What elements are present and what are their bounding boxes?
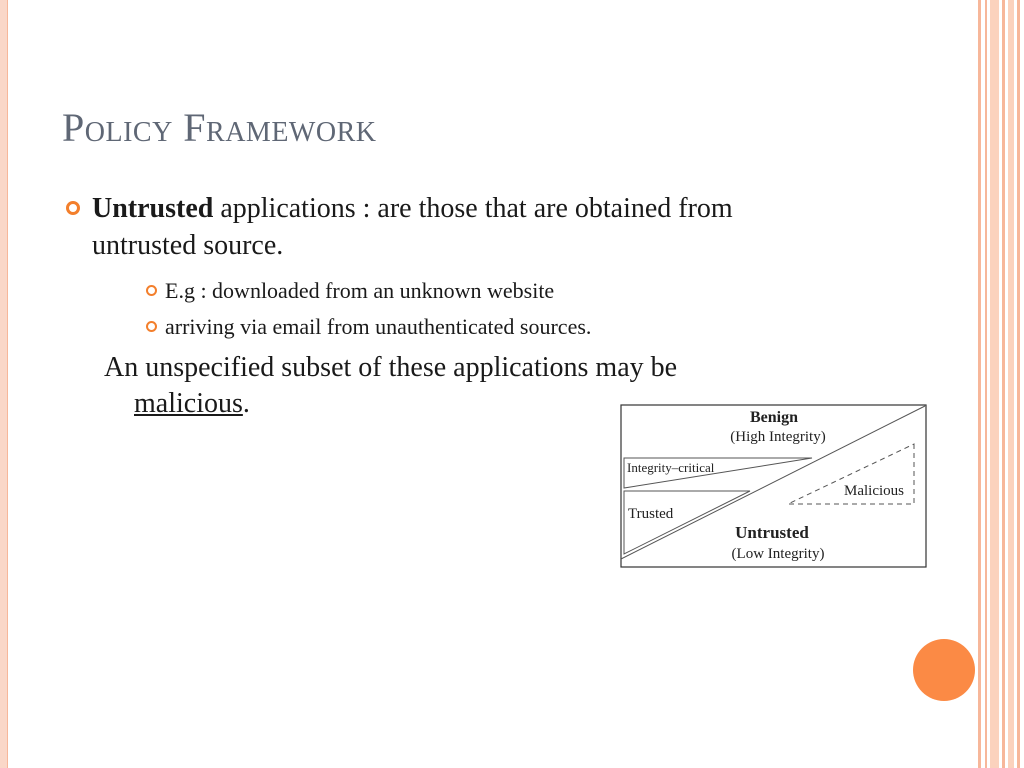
right-stripe-5: [1008, 0, 1014, 768]
malicious-underlined: malicious: [134, 388, 243, 419]
left-border-decoration: [0, 0, 7, 768]
right-stripe-6: [1017, 0, 1020, 768]
left-border-line: [7, 0, 8, 768]
orange-circle-decoration: [913, 639, 975, 701]
right-stripe-4: [1002, 0, 1005, 768]
untrusted-subtitle: (Low Integrity): [731, 546, 825, 562]
benign-title: Benign: [749, 409, 799, 426]
sub-bullet-2: arriving via email from unauthenticated sources.: [165, 314, 592, 339]
bullet-icon: [66, 201, 80, 215]
slide-title: Policy Framework: [62, 105, 377, 150]
right-stripe-3: [990, 0, 999, 768]
trusted-label: Trusted: [628, 506, 674, 522]
main-bullet: [92, 190, 812, 264]
paragraph-end: .: [242, 388, 250, 419]
integrity-critical-label: Integrity–critical: [627, 460, 715, 475]
benign-subtitle: (High Integrity): [730, 429, 826, 445]
sub-bullet-icon: [146, 285, 157, 296]
sub-bullet-icon: [146, 321, 157, 332]
right-stripe-1: [978, 0, 981, 768]
integrity-diagram: [620, 404, 927, 568]
right-stripe-2: [985, 0, 987, 768]
sub-bullet-1: E.g : downloaded from an unknown website: [165, 278, 555, 303]
malicious-label: Malicious: [844, 483, 904, 499]
paragraph-line-1: An unspecified subset of these applications may be: [104, 352, 678, 383]
main-bullet-text: applications : are those that are obtained from untrusted source.: [92, 193, 733, 261]
main-bullet-bold: Untrusted: [92, 193, 214, 224]
untrusted-title: Untrusted: [735, 523, 809, 542]
